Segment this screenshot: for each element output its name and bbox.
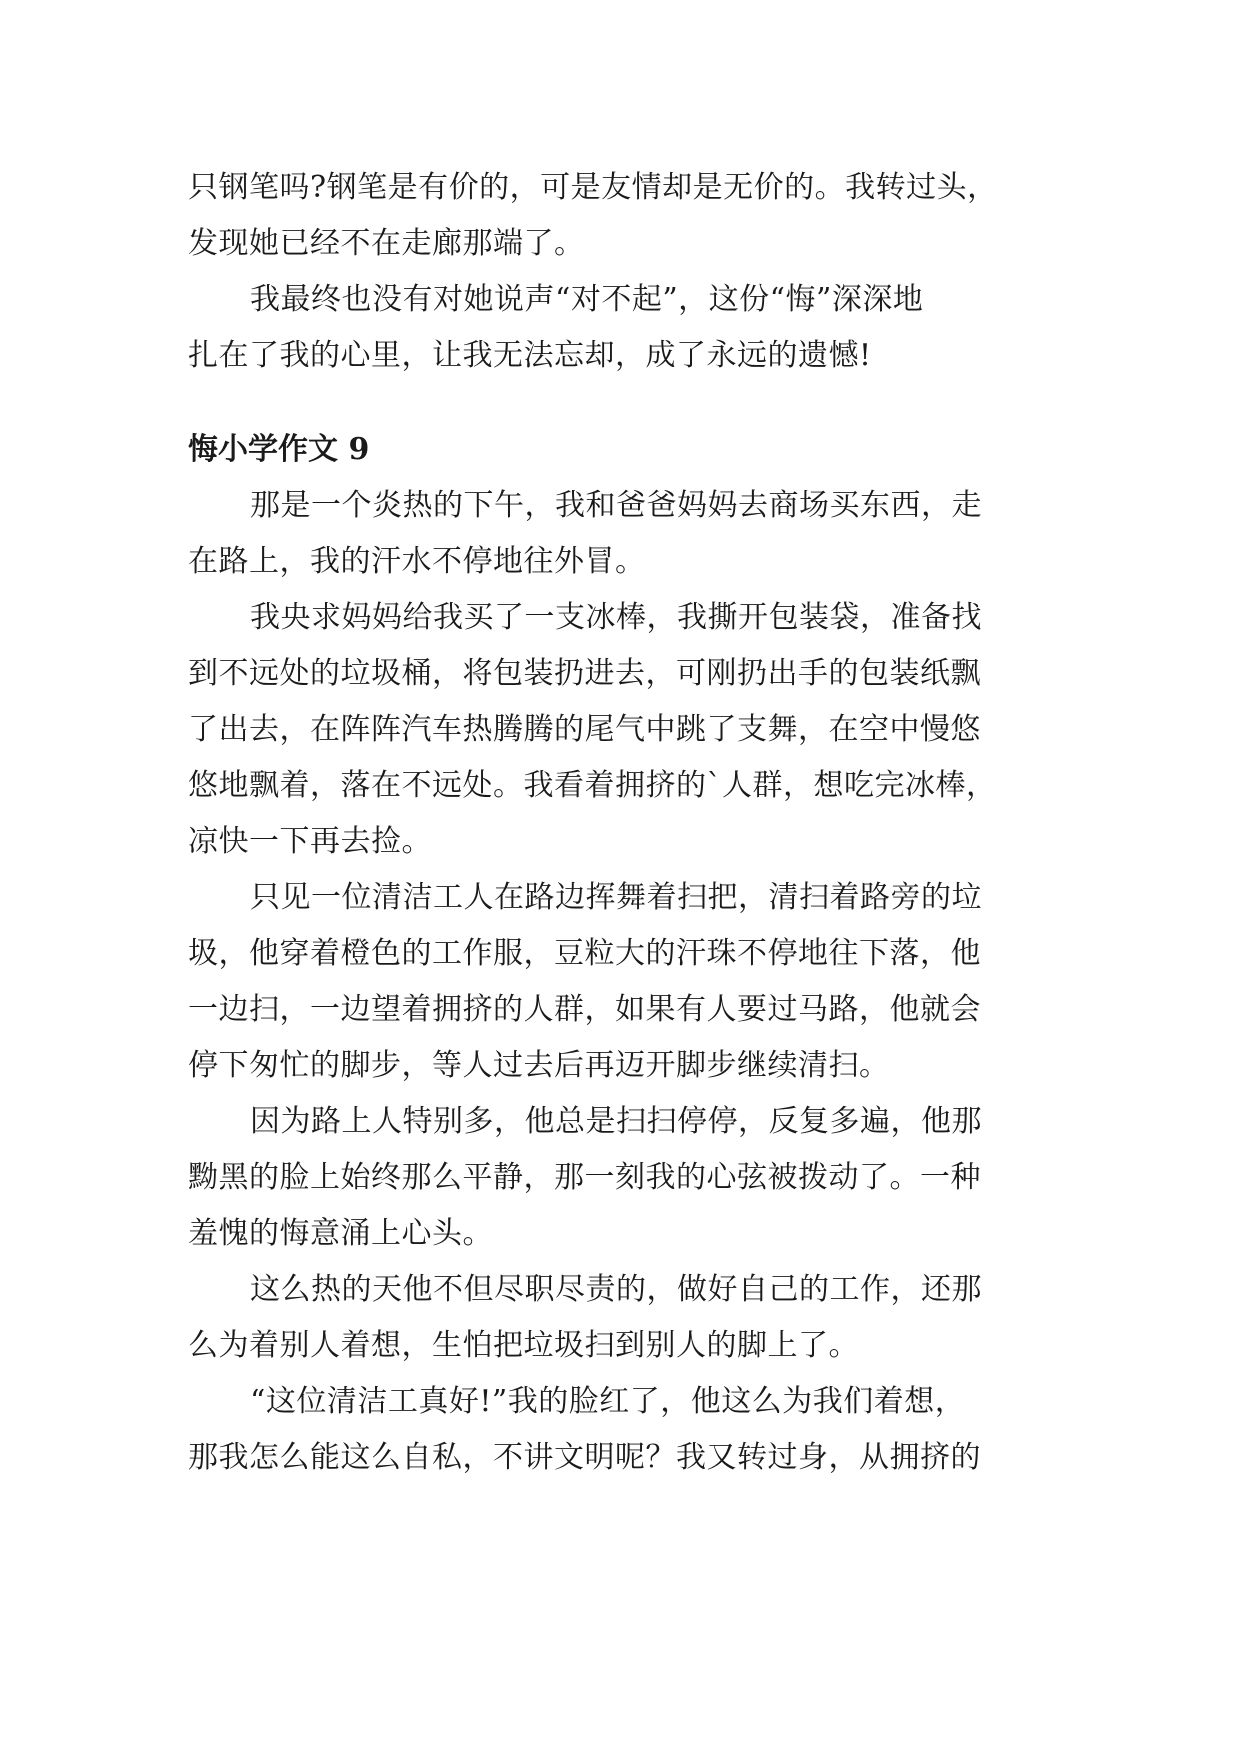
text-line: 羞愧的悔意涌上心头。 (188, 1216, 493, 1251)
text-line: 在路上，我的汗水不停地往外冒。 (188, 544, 646, 579)
text-line: 悠地飘着，落在不远处。我看着拥挤的`人群，想吃完冰棒， (188, 768, 997, 803)
text-line: 我央求妈妈给我买了一支冰棒，我撕开包装袋，准备找 (250, 600, 982, 635)
text-line: 到不远处的垃圾桶，将包装扔进去，可刚扔出手的包装纸飘 (188, 656, 981, 691)
document-page (188, 160, 1068, 1486)
text-line: 停下匆忙的脚步，等人过去后再迈开脚步继续清扫。 (188, 1048, 890, 1083)
text-line: 凉快一下再去捡。 (188, 824, 432, 859)
text-line: 那是一个炎热的下午，我和爸爸妈妈去商场买东西，走 (250, 488, 982, 523)
text-line: 只钢笔吗?钢笔是有价的，可是友情却是无价的。我转过头， (188, 170, 998, 205)
text-line: 一边扫，一边望着拥挤的人群，如果有人要过马路，他就会 (188, 992, 981, 1027)
text-line: 发现她已经不在走廊那端了。 (188, 226, 585, 261)
section-heading: 悔小学作文 9 (188, 432, 370, 467)
text-line: 圾，他穿着橙色的工作服，豆粒大的汗珠不停地往下落，他 (188, 936, 981, 971)
text-line: 扎在了我的心里，让我无法忘却，成了永远的遗憾! (188, 338, 872, 373)
text-line: 那我怎么能这么自私，不讲文明呢？我又转过身，从拥挤的 (188, 1440, 981, 1475)
section-gap (188, 384, 1068, 422)
text-line: 只见一位清洁工人在路边挥舞着扫把，清扫着路旁的垃 (250, 880, 982, 915)
text-line: 了出去，在阵阵汽车热腾腾的尾气中跳了支舞，在空中慢悠 (188, 712, 981, 747)
text-line: 因为路上人特别多，他总是扫扫停停，反复多遍，他那 (250, 1104, 982, 1139)
text-line: 这么热的天他不但尽职尽责的，做好自己的工作，还那 (250, 1272, 982, 1307)
text-line: 黝黑的脸上始终那么平静，那一刻我的心弦被拨动了。一种 (188, 1160, 981, 1195)
text-line: 么为着别人着想，生怕把垃圾扫到别人的脚上了。 (188, 1328, 859, 1363)
text-line: “这位清洁工真好!”我的脸红了，他这么为我们着想， (250, 1384, 966, 1419)
text-line: 我最终也没有对她说声“对不起”，这份“悔”深深地 (250, 282, 924, 317)
